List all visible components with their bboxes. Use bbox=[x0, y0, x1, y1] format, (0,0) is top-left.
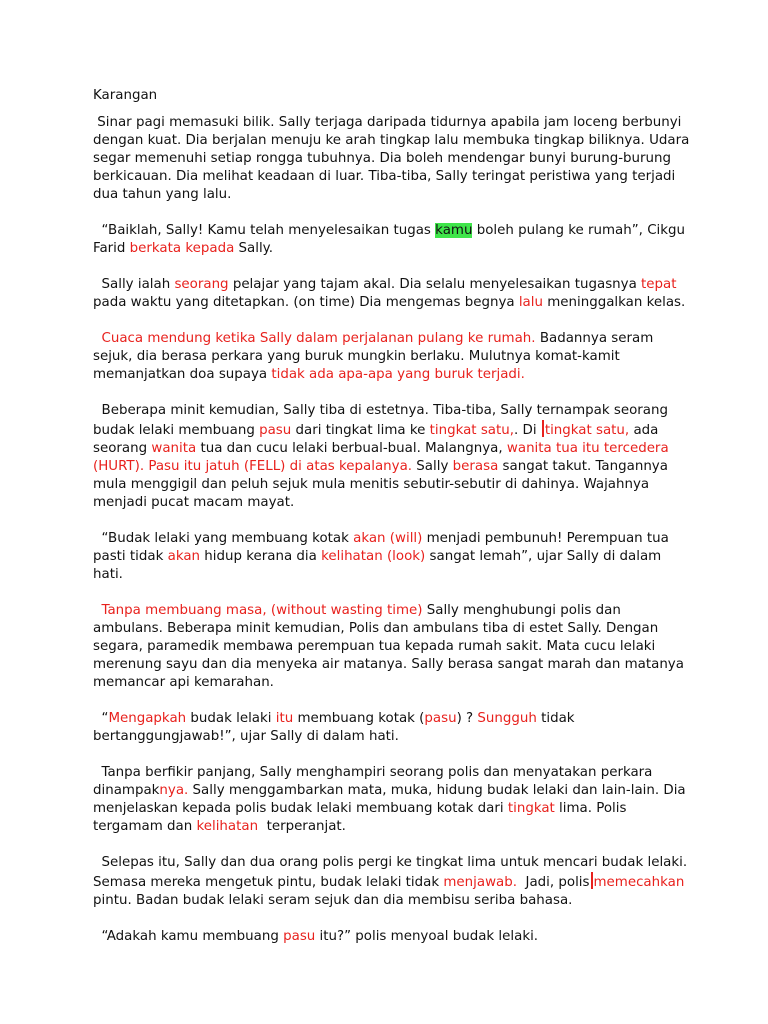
body-text: meninggalkan kelas. bbox=[542, 295, 686, 310]
body-text: terperanjat. bbox=[258, 819, 346, 834]
correction-text: lalu bbox=[518, 295, 543, 310]
document-page bbox=[93, 87, 693, 964]
highlighted-text: kamu bbox=[435, 223, 473, 238]
body-text: Sally menghubungi polis dan ambulans. Beberapa minit kemudian, Polis dan ambulans tiba di estet Sally. Dengan segara, paramedik membawa perempuan tua kepada rumah sakit. Mata cucu lelaki merenung sayu dan dia menyeka air matanya. Sally berasa sangat marah dan matanya memancar api kemarahan. bbox=[93, 603, 689, 690]
paragraph bbox=[93, 764, 693, 836]
correction-text: tingkat bbox=[507, 801, 555, 816]
correction-text: pasu bbox=[259, 423, 292, 438]
body-text: boleh pulang ke rumah”, Cikgu Farid bbox=[93, 223, 690, 256]
document-title: Karangan bbox=[93, 88, 158, 103]
body-text: sangat takut. Tangannya mula menggigil dan peluh sejuk mula menitis sebutir-sebutir di dahinya. Wajahnya menjadi pucat macam mayat. bbox=[93, 459, 673, 510]
body-text: Sally menggambarkan mata, muka, hidung budak lelaki dan lain-lain. Dia menjelaskan kepada polis budak lelaki membuang kotak dari bbox=[93, 783, 690, 816]
body-text: tidak bertanggungjawab!”, ujar Sally di dalam hati. bbox=[93, 711, 579, 744]
paragraph bbox=[93, 222, 693, 258]
paragraph bbox=[93, 602, 693, 692]
body-text: Sally. bbox=[234, 241, 273, 256]
paragraph bbox=[93, 330, 693, 384]
body-text: . Di bbox=[514, 423, 541, 438]
body-text: budak lelaki bbox=[186, 711, 276, 726]
body-text: Badannya seram sejuk, dia berasa perkara yang buruk mungkin berlaku. Mulutnya komat-kamit memanjatkan doa supaya bbox=[93, 331, 658, 382]
body-text: membuang kotak ( bbox=[293, 711, 425, 726]
red-caret-mark bbox=[591, 872, 593, 889]
correction-text: berkata kepada bbox=[129, 241, 235, 256]
correction-text: kelihatan (look) bbox=[321, 549, 426, 564]
body-text: dari tingkat lima ke bbox=[291, 423, 430, 438]
body-text bbox=[93, 603, 102, 618]
correction-text: tingkat satu, bbox=[544, 423, 630, 438]
body-text: tua dan cucu lelaki berbual-bual. Malangnya, bbox=[196, 441, 507, 456]
body-text: Jadi, polis bbox=[516, 875, 590, 890]
correction-text: itu bbox=[275, 711, 294, 726]
correction-text: tidak ada apa-apa yang buruk terjadi. bbox=[271, 367, 525, 382]
body-text: pelajar yang tajam akal. Dia selalu menyelesaikan tugasnya bbox=[228, 277, 642, 292]
paragraph bbox=[93, 710, 693, 746]
correction-text: pasu bbox=[424, 711, 457, 726]
correction-text: Cuaca mendung ketika Sally dalam perjalanan pulang ke rumah. bbox=[101, 331, 536, 346]
correction-text: Tanpa membuang masa, (without wasting time) bbox=[101, 603, 423, 618]
correction-text: akan (will) bbox=[353, 531, 423, 546]
correction-text: memecahkan bbox=[593, 875, 685, 890]
correction-text: pasu bbox=[283, 929, 316, 944]
correction-text: wanita bbox=[151, 441, 197, 456]
body-text: pintu. Badan budak lelaki seram sejuk dan dia membisu seriba bahasa. bbox=[93, 875, 689, 908]
body-text: hidup kerana dia bbox=[200, 549, 322, 564]
paragraph bbox=[93, 114, 693, 204]
paragraph bbox=[93, 928, 693, 946]
document-body bbox=[93, 114, 693, 946]
body-text: “ bbox=[93, 711, 109, 726]
correction-text: kelihatan bbox=[196, 819, 259, 834]
body-text: pada waktu yang ditetapkan. (on time) Dia mengemas begnya bbox=[93, 277, 681, 310]
body-text: itu?” polis menyoal budak lelaki. bbox=[315, 929, 539, 944]
body-text: Sally ialah bbox=[93, 277, 175, 292]
correction-text: akan bbox=[167, 549, 201, 564]
body-text: lima. Polis tergamam dan bbox=[93, 801, 631, 834]
correction-text: menjawab. bbox=[443, 875, 517, 890]
correction-text: tepat bbox=[641, 277, 677, 292]
body-text bbox=[93, 331, 102, 346]
body-text: Sally bbox=[412, 459, 453, 474]
paragraph bbox=[93, 530, 693, 584]
correction-text: berasa bbox=[452, 459, 499, 474]
correction-text: Sungguh bbox=[477, 711, 537, 726]
body-text: Tanpa berfikir panjang, Sally menghampiri seorang polis dan menyatakan perkara dinampak bbox=[93, 765, 657, 798]
correction-text: nya. bbox=[159, 783, 189, 798]
correction-text: Mengapkah bbox=[108, 711, 187, 726]
paragraph bbox=[93, 854, 693, 910]
body-text: “Budak lelaki yang membuang kotak bbox=[93, 531, 354, 546]
body-text: Beberapa minit kemudian, Sally tiba di estetnya. Tiba-tiba, Sally ternampak seorang budak lelaki membuang bbox=[93, 403, 673, 438]
paragraph bbox=[93, 402, 693, 512]
correction-text: tingkat satu, bbox=[429, 423, 514, 438]
body-text: ada seorang bbox=[93, 423, 663, 456]
body-text: menjadi pembunuh! Perempuan tua pasti tidak bbox=[93, 531, 674, 564]
red-caret-mark bbox=[542, 420, 544, 437]
body-text: sangat lemah”, ujar Sally di dalam hati. bbox=[93, 549, 666, 582]
correction-text: seorang bbox=[174, 277, 229, 292]
body-text: Selepas itu, Sally dan dua orang polis pergi ke tingkat lima untuk mencari budak lelaki. Semasa mereka mengetuk pintu, budak lelaki tidak bbox=[93, 855, 692, 890]
body-text: ) ? bbox=[456, 711, 478, 726]
correction-text: wanita tua itu tercedera (HURT). Pasu itu jatuh (FELL) di atas kepalanya. bbox=[93, 441, 673, 474]
body-text: “Adakah kamu membuang bbox=[93, 929, 284, 944]
paragraph bbox=[93, 276, 693, 312]
body-text: “Baiklah, Sally! Kamu telah menyelesaikan tugas bbox=[93, 223, 436, 238]
body-text: Sinar pagi memasuki bilik. Sally terjaga daripada tidurnya apabila jam loceng berbunyi dengan kuat. Dia berjalan menuju ke arah tingkap lalu membuka tingkap biliknya. Udara segar memenuhi setiap rongga tubuhnya. Dia boleh mendengar bunyi burung-burung berkicauan. Dia melihat keadaan di luar. Tiba-tiba, Sally teringat peristiwa yang terjadi dua tahun yang lalu. bbox=[93, 115, 694, 202]
